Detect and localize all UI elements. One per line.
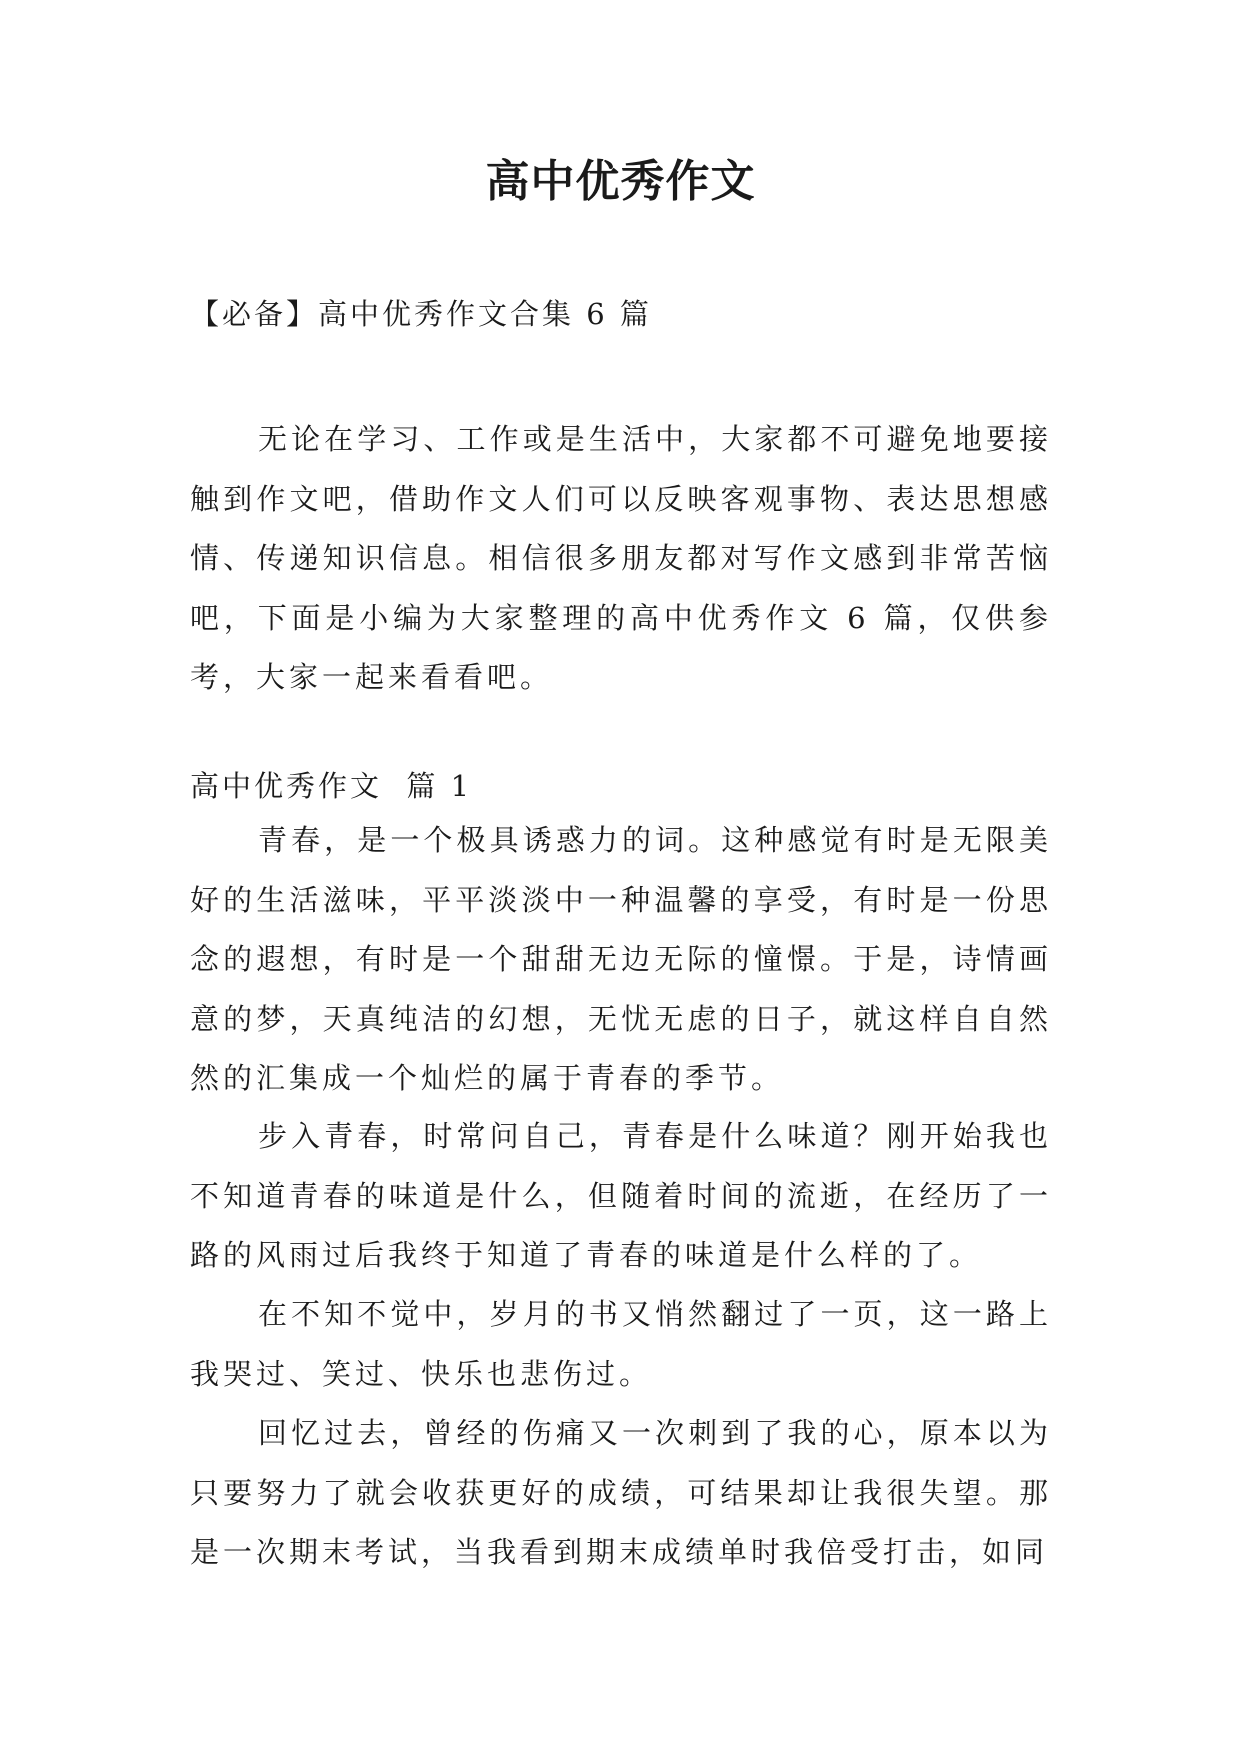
intro-paragraph: 无论在学习、工作或是生活中，大家都不可避免地要接触到作文吧，借助作文人们可以反映客观事物、表达思想感情、传递知识信息。相信很多朋友都对写作文感到非常苦恼吧，下面是小编为大家整理的高中优秀作文 6 篇，仅供参考，大家一起来看看吧。	[190, 422, 1052, 694]
document-title: 高中优秀作文	[485, 156, 756, 207]
body-paragraph-3: 在不知不觉中，岁月的书又悄然翻过了一页，这一路上我哭过、笑过、快乐也悲伤过。	[190, 1297, 1052, 1391]
document-subtitle: 【必备】高中优秀作文合集 6 篇	[190, 297, 652, 331]
section-heading: 高中优秀作文 篇 1	[190, 769, 473, 803]
body-paragraph-2: 步入青春，时常问自己，青春是什么味道？刚开始我也不知道青春的味道是什么，但随着时间的流逝，在经历了一路的风雨过后我终于知道了青春的味道是什么样的了。	[190, 1119, 1052, 1272]
body-paragraph-1: 青春，是一个极具诱惑力的词。这种感觉有时是无限美好的生活滋味，平平淡淡中一种温馨的享受，有时是一份思念的遐想，有时是一个甜甜无边无际的憧憬。于是，诗情画意的梦，天真纯洁的幻想，无忧无虑的日子，就这样自自然然的汇集成一个灿烂的属于青春的季节。	[190, 823, 1052, 1095]
body-paragraph-4: 回忆过去，曾经的伤痛又一次刺到了我的心，原本以为只要努力了就会收获更好的成绩，可结果却让我很失望。那是一次期末考试，当我看到期末成绩单时我倍受打击，如同	[190, 1416, 1052, 1569]
